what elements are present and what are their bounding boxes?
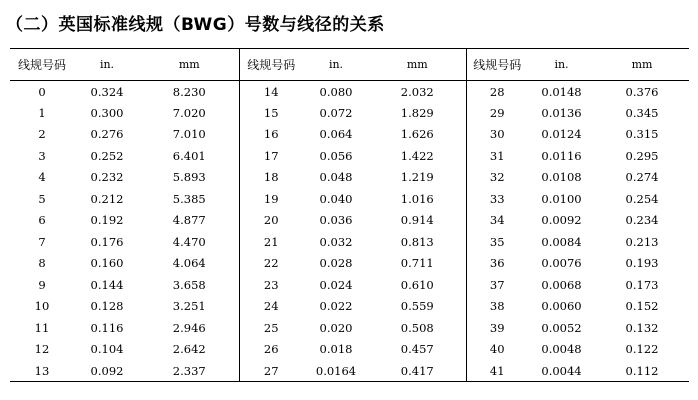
table-row: [10, 145, 689, 167]
cell-gauge: 21: [239, 231, 303, 253]
cell-inch: 0.276: [90, 127, 124, 142]
cell-mm: 0.152: [625, 299, 659, 314]
cell-inch: 0.324: [90, 84, 124, 99]
table-row: [10, 124, 689, 146]
cell-mm: 0.274: [625, 170, 659, 185]
bwg-gauge-table: [10, 48, 689, 382]
cell-inch: 0.0092: [541, 213, 582, 228]
cell-inch: 0.232: [90, 170, 124, 185]
cell-gauge: 30: [466, 124, 528, 146]
cell-mm: 4.064: [172, 256, 206, 271]
cell-inch: 0.0124: [541, 127, 582, 142]
cell-gauge: 32: [466, 167, 528, 189]
table-row: [10, 210, 689, 232]
cell-gauge: 17: [239, 145, 303, 167]
cell-mm: 4.877: [172, 213, 206, 228]
cell-inch: 0.092: [74, 360, 140, 382]
cell-inch: 0.040: [319, 191, 353, 206]
cell-inch: 0.056: [319, 148, 353, 163]
header-gauge: 线规号码: [239, 49, 303, 81]
cell-gauge: 12: [34, 342, 50, 357]
cell-mm: 0.457: [400, 342, 434, 357]
cell-inch: 0.0164: [303, 360, 369, 382]
header-inch: in.: [528, 49, 595, 81]
cell-gauge: 13: [10, 360, 74, 382]
page-title: （二）英国标准线规（BWG）号数与线径的关系: [6, 15, 385, 35]
cell-gauge: 18: [239, 167, 303, 189]
cell-mm: 0.122: [625, 342, 659, 357]
cell-gauge: 27: [239, 360, 303, 382]
table-row: [10, 360, 689, 382]
table-row: [10, 296, 689, 318]
cell-mm: 0.112: [595, 360, 689, 382]
cell-mm: 5.893: [172, 170, 206, 185]
cell-inch: 0.0084: [541, 234, 582, 249]
header-mm: mm: [140, 49, 239, 81]
cell-inch: 0.072: [319, 105, 353, 120]
cell-mm: 2.642: [172, 342, 206, 357]
cell-gauge: 2: [38, 127, 46, 142]
cell-mm: 5.385: [172, 191, 206, 206]
cell-inch: 0.020: [319, 320, 353, 335]
cell-mm: 0.254: [625, 191, 659, 206]
cell-gauge: 4: [38, 170, 46, 185]
cell-gauge: 23: [239, 274, 303, 296]
header-gauge: 线规号码: [10, 49, 74, 81]
cell-inch: 0.036: [319, 213, 353, 228]
cell-inch: 0.032: [319, 234, 353, 249]
cell-gauge: 5: [38, 191, 46, 206]
table-row: [10, 231, 689, 253]
cell-mm: 1.016: [400, 191, 434, 206]
cell-mm: 0.711: [400, 256, 434, 271]
cell-mm: 2.032: [400, 84, 434, 99]
cell-inch: 0.144: [90, 277, 124, 292]
table-row: [10, 317, 689, 339]
cell-inch: 0.0116: [541, 148, 582, 163]
cell-mm: 8.230: [172, 84, 206, 99]
cell-gauge: 37: [466, 274, 528, 296]
cell-mm: 0.813: [400, 234, 434, 249]
cell-inch: 0.0068: [541, 277, 582, 292]
cell-mm: 0.559: [400, 299, 434, 314]
cell-mm: 1.829: [400, 105, 434, 120]
cell-inch: 0.024: [319, 277, 353, 292]
table-row: [10, 102, 689, 124]
cell-inch: 0.0100: [541, 191, 582, 206]
cell-mm: 1.626: [400, 127, 434, 142]
cell-mm: 4.470: [172, 234, 206, 249]
cell-inch: 0.176: [90, 234, 124, 249]
header-mm: mm: [595, 49, 689, 81]
cell-inch: 0.0060: [541, 299, 582, 314]
cell-gauge: 6: [38, 213, 46, 228]
cell-inch: 0.048: [319, 170, 353, 185]
cell-inch: 0.128: [90, 299, 124, 314]
cell-mm: 0.132: [625, 320, 659, 335]
cell-mm: 0.376: [625, 84, 659, 99]
cell-mm: 2.337: [140, 360, 239, 382]
cell-gauge: 26: [239, 339, 303, 361]
cell-gauge: 14: [239, 81, 303, 103]
cell-gauge: 8: [38, 256, 46, 271]
cell-mm: 2.946: [172, 320, 206, 335]
cell-mm: 0.315: [625, 127, 659, 142]
header-inch: in.: [303, 49, 369, 81]
table-row: [10, 274, 689, 296]
cell-inch: 0.0148: [541, 84, 582, 99]
cell-gauge: 3: [38, 148, 46, 163]
cell-inch: 0.064: [319, 127, 353, 142]
header-row: [10, 49, 689, 81]
cell-mm: 0.234: [625, 213, 659, 228]
cell-inch: 0.252: [90, 148, 124, 163]
header-inch: in.: [74, 49, 140, 81]
cell-gauge: 16: [239, 124, 303, 146]
cell-mm: 0.610: [400, 277, 434, 292]
cell-inch: 0.116: [90, 320, 124, 335]
cell-mm: 0.914: [400, 213, 434, 228]
cell-mm: 0.173: [625, 277, 659, 292]
cell-gauge: 25: [239, 317, 303, 339]
cell-gauge: 29: [466, 102, 528, 124]
cell-gauge: 22: [239, 253, 303, 275]
cell-gauge: 15: [239, 102, 303, 124]
cell-gauge: 11: [34, 320, 50, 335]
header-gauge: 线规号码: [466, 49, 528, 81]
cell-gauge: 36: [466, 253, 528, 275]
cell-mm: 0.345: [625, 105, 659, 120]
cell-inch: 0.300: [90, 105, 124, 120]
header-mm: mm: [369, 49, 466, 81]
cell-inch: 0.018: [319, 342, 353, 357]
cell-mm: 0.193: [625, 256, 659, 271]
cell-gauge: 10: [34, 299, 50, 314]
cell-inch: 0.192: [90, 213, 124, 228]
table-row: [10, 339, 689, 361]
cell-inch: 0.0044: [528, 360, 595, 382]
cell-gauge: 41: [466, 360, 528, 382]
cell-mm: 6.401: [172, 148, 206, 163]
cell-mm: 1.219: [400, 170, 434, 185]
table-row: [10, 188, 689, 210]
cell-gauge: 28: [466, 81, 528, 103]
cell-gauge: 40: [466, 339, 528, 361]
cell-mm: 1.422: [400, 148, 434, 163]
cell-mm: 3.251: [172, 299, 206, 314]
cell-gauge: 34: [466, 210, 528, 232]
cell-mm: 0.508: [400, 320, 434, 335]
cell-inch: 0.160: [90, 256, 124, 271]
cell-mm: 7.010: [172, 127, 206, 142]
cell-inch: 0.028: [319, 256, 353, 271]
table-body: [10, 81, 689, 382]
cell-gauge: 35: [466, 231, 528, 253]
cell-gauge: 31: [466, 145, 528, 167]
cell-gauge: 33: [466, 188, 528, 210]
cell-inch: 0.0108: [541, 170, 582, 185]
cell-gauge: 24: [239, 296, 303, 318]
cell-gauge: 9: [38, 277, 46, 292]
table-row: [10, 253, 689, 275]
table-row: [10, 167, 689, 189]
cell-mm: 0.417: [369, 360, 466, 382]
cell-gauge: 39: [466, 317, 528, 339]
cell-gauge: 20: [239, 210, 303, 232]
cell-inch: 0.0052: [541, 320, 582, 335]
cell-inch: 0.212: [90, 191, 124, 206]
cell-mm: 7.020: [172, 105, 206, 120]
cell-gauge: 0: [38, 84, 46, 99]
cell-inch: 0.022: [319, 299, 353, 314]
table-row: [10, 81, 689, 103]
cell-mm: 3.658: [172, 277, 206, 292]
cell-mm: 0.295: [625, 148, 659, 163]
cell-gauge: 1: [38, 105, 46, 120]
cell-gauge: 7: [38, 234, 46, 249]
cell-inch: 0.0136: [541, 105, 582, 120]
cell-inch: 0.0076: [541, 256, 582, 271]
cell-gauge: 19: [239, 188, 303, 210]
cell-mm: 0.213: [625, 234, 659, 249]
cell-inch: 0.0048: [541, 342, 582, 357]
cell-gauge: 38: [466, 296, 528, 318]
cell-inch: 0.104: [90, 342, 124, 357]
cell-inch: 0.080: [319, 84, 353, 99]
